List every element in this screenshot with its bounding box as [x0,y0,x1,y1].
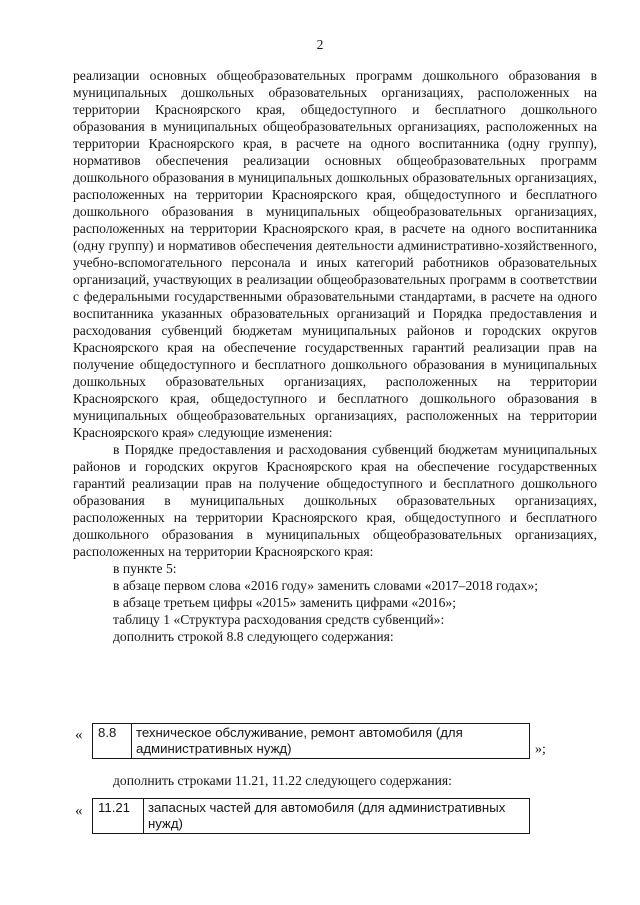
row-text-cell: запасных частей для автомобиля (для административных нужд) [144,799,530,834]
item-add-row-8-8: дополнить строкой 8.8 следующего содержания: [113,629,394,644]
quote-open-8-8: « [75,727,83,743]
page-number: 2 [316,37,324,52]
document-body [73,67,597,645]
inserted-row-11-21-table [92,798,530,834]
add-rows-11-instruction: дополнить строками 11.21, 11.22 следующего содержания: [113,773,452,788]
order-paragraph: в Порядке предоставления и расходования субвенций бюджетам муниципальных районов и городских округов Красноярского края на обеспечение государственных гарантий реализации прав на получение общедоступного и бесплатного дошкольного образования в муниципальных дошкольных образовательных организациях, расположенных на территории Красноярского края, общедоступного и бесплатного дошкольного образования в муниципальных общеобразовательных организациях, расположенных на территории Красноярского края: [73,442,597,559]
intro-paragraph: реализации основных общеобразовательных программ дошкольного образования в муниципальных дошкольных образовательных организациях, расположенных на территории Красноярского края, общедоступного и бесплатного дошкольного образования в муниципальных общеобразовательных организациях, расположенных на территории Красноярского края, в расчете на одного воспитанника (одну группу), нормативов обеспечения реализации основных общеобразовательных программ дошкольного образования в муниципальных дошкольных образовательных организациях, расположенных на территории Красноярского края, общедоступного и бесплатного дошкольного образования в муниципальных общеобразовательных организациях, расположенных на территории Красноярского края, в расчете на одного воспитанника (одну группу) и нормативов обеспечения деятельности административно-хозяйственного, учебно-вспомогательного персонала и иных категорий работников образовательных организаций, участвующих в реализации общеобразовательных программ в соответствии с федеральными государственными образовательными стандартами, в расчете на одного воспитанника указанных образовательных организаций и Порядка предоставления и расходования субвенций бюджетам муниципальных районов и городских округов Красноярского края на обеспечение государственных гарантий реализации прав на получение общедоступного и бесплатного дошкольного образования в муниципальных дошкольных образовательных организациях, расположенных на территории Красноярского края, общедоступного и бесплатного дошкольного образования в муниципальных общеобразовательных организациях, расположенных на территории Красноярского края» следующие изменения: [73,68,597,440]
item-point-5: в пункте 5: [113,561,177,576]
table-row [93,724,530,759]
quote-open-11-21: « [75,803,83,819]
table-row [93,799,530,834]
row-number-cell: 8.8 [93,724,132,759]
row-number-cell: 11.21 [93,799,144,834]
item-table-1: таблицу 1 «Структура расходования средств субвенций»: [113,612,445,627]
quote-close-8-8: »; [535,742,546,757]
row-text-cell: техническое обслуживание, ремонт автомобиля (для административных нужд) [132,724,530,759]
item-paragraph-three: в абзаце третьем цифры «2015» заменить цифрами «2016»; [113,595,457,610]
item-paragraph-one: в абзаце первом слова «2016 году» заменить словами «2017–2018 годах»; [113,578,539,593]
inserted-row-8-8-table [92,723,530,759]
